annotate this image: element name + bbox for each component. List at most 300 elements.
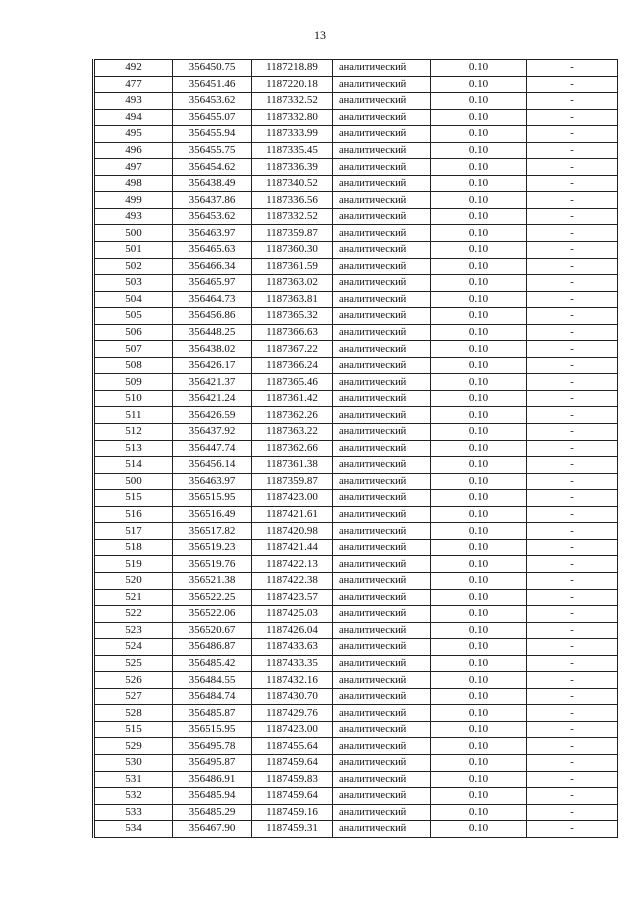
table-row xyxy=(94,324,618,341)
accuracy-cell: 0.10 xyxy=(431,788,527,805)
y-coordinate-cell: 1187333.99 xyxy=(252,126,333,143)
accuracy-cell: 0.10 xyxy=(431,473,527,490)
point-number-cell: 534 xyxy=(94,821,173,838)
accuracy-cell: 0.10 xyxy=(431,655,527,672)
method-cell: аналитический xyxy=(333,589,431,606)
accuracy-cell: 0.10 xyxy=(431,192,527,209)
coordinates-table xyxy=(92,59,618,838)
point-number-cell: 500 xyxy=(94,225,173,242)
y-coordinate-cell: 1187363.02 xyxy=(252,275,333,292)
point-number-cell: 505 xyxy=(94,308,173,325)
note-cell: - xyxy=(527,225,618,242)
point-number-cell: 522 xyxy=(94,606,173,623)
table-row xyxy=(94,688,618,705)
accuracy-cell: 0.10 xyxy=(431,457,527,474)
table-row xyxy=(94,275,618,292)
accuracy-cell: 0.10 xyxy=(431,506,527,523)
note-cell: - xyxy=(527,208,618,225)
table-row xyxy=(94,258,618,275)
x-coordinate-cell: 356522.25 xyxy=(173,589,252,606)
x-coordinate-cell: 356447.74 xyxy=(173,440,252,457)
table-row xyxy=(94,341,618,358)
method-cell: аналитический xyxy=(333,308,431,325)
note-cell: - xyxy=(527,390,618,407)
x-coordinate-cell: 356463.97 xyxy=(173,225,252,242)
method-cell: аналитический xyxy=(333,258,431,275)
accuracy-cell: 0.10 xyxy=(431,275,527,292)
y-coordinate-cell: 1187423.00 xyxy=(252,490,333,507)
point-number-cell: 519 xyxy=(94,556,173,573)
accuracy-cell: 0.10 xyxy=(431,357,527,374)
method-cell: аналитический xyxy=(333,225,431,242)
y-coordinate-cell: 1187426.04 xyxy=(252,622,333,639)
y-coordinate-cell: 1187423.00 xyxy=(252,721,333,738)
point-number-cell: 515 xyxy=(94,721,173,738)
y-coordinate-cell: 1187430.70 xyxy=(252,688,333,705)
point-number-cell: 497 xyxy=(94,159,173,176)
accuracy-cell: 0.10 xyxy=(431,771,527,788)
x-coordinate-cell: 356485.87 xyxy=(173,705,252,722)
method-cell: аналитический xyxy=(333,291,431,308)
x-coordinate-cell: 356453.62 xyxy=(173,93,252,110)
point-number-cell: 521 xyxy=(94,589,173,606)
table-row xyxy=(94,424,618,441)
note-cell: - xyxy=(527,424,618,441)
y-coordinate-cell: 1187459.83 xyxy=(252,771,333,788)
note-cell: - xyxy=(527,589,618,606)
table-row xyxy=(94,738,618,755)
note-cell: - xyxy=(527,109,618,126)
y-coordinate-cell: 1187332.80 xyxy=(252,109,333,126)
method-cell: аналитический xyxy=(333,556,431,573)
point-number-cell: 503 xyxy=(94,275,173,292)
x-coordinate-cell: 356484.74 xyxy=(173,688,252,705)
method-cell: аналитический xyxy=(333,175,431,192)
table-row xyxy=(94,821,618,838)
table-row xyxy=(94,109,618,126)
point-number-cell: 527 xyxy=(94,688,173,705)
x-coordinate-cell: 356484.55 xyxy=(173,672,252,689)
x-coordinate-cell: 356455.75 xyxy=(173,142,252,159)
method-cell: аналитический xyxy=(333,672,431,689)
point-number-cell: 520 xyxy=(94,572,173,589)
table-row xyxy=(94,523,618,540)
accuracy-cell: 0.10 xyxy=(431,308,527,325)
accuracy-cell: 0.10 xyxy=(431,622,527,639)
y-coordinate-cell: 1187340.52 xyxy=(252,175,333,192)
accuracy-cell: 0.10 xyxy=(431,606,527,623)
point-number-cell: 502 xyxy=(94,258,173,275)
note-cell: - xyxy=(527,771,618,788)
table-row xyxy=(94,142,618,159)
y-coordinate-cell: 1187459.64 xyxy=(252,788,333,805)
x-coordinate-cell: 356495.78 xyxy=(173,738,252,755)
page-number: 13 xyxy=(314,28,326,42)
point-number-cell: 532 xyxy=(94,788,173,805)
method-cell: аналитический xyxy=(333,407,431,424)
table-row xyxy=(94,721,618,738)
accuracy-cell: 0.10 xyxy=(431,424,527,441)
y-coordinate-cell: 1187421.61 xyxy=(252,506,333,523)
point-number-cell: 533 xyxy=(94,804,173,821)
accuracy-cell: 0.10 xyxy=(431,688,527,705)
table-row xyxy=(94,539,618,556)
method-cell: аналитический xyxy=(333,390,431,407)
table-row xyxy=(94,242,618,259)
table-row xyxy=(94,192,618,209)
note-cell: - xyxy=(527,242,618,259)
y-coordinate-cell: 1187421.44 xyxy=(252,539,333,556)
x-coordinate-cell: 356519.23 xyxy=(173,539,252,556)
note-cell: - xyxy=(527,76,618,93)
y-coordinate-cell: 1187365.32 xyxy=(252,308,333,325)
note-cell: - xyxy=(527,639,618,656)
table-row xyxy=(94,606,618,623)
method-cell: аналитический xyxy=(333,374,431,391)
note-cell: - xyxy=(527,622,618,639)
accuracy-cell: 0.10 xyxy=(431,721,527,738)
point-number-cell: 517 xyxy=(94,523,173,540)
method-cell: аналитический xyxy=(333,242,431,259)
point-number-cell: 494 xyxy=(94,109,173,126)
table-row xyxy=(94,771,618,788)
y-coordinate-cell: 1187359.87 xyxy=(252,225,333,242)
note-cell: - xyxy=(527,506,618,523)
x-coordinate-cell: 356426.59 xyxy=(173,407,252,424)
note-cell: - xyxy=(527,357,618,374)
point-number-cell: 511 xyxy=(94,407,173,424)
accuracy-cell: 0.10 xyxy=(431,390,527,407)
point-number-cell: 477 xyxy=(94,76,173,93)
x-coordinate-cell: 356485.42 xyxy=(173,655,252,672)
note-cell: - xyxy=(527,523,618,540)
x-coordinate-cell: 356453.62 xyxy=(173,208,252,225)
point-number-cell: 518 xyxy=(94,539,173,556)
table-row xyxy=(94,407,618,424)
accuracy-cell: 0.10 xyxy=(431,572,527,589)
table-row xyxy=(94,390,618,407)
accuracy-cell: 0.10 xyxy=(431,523,527,540)
note-cell: - xyxy=(527,440,618,457)
method-cell: аналитический xyxy=(333,622,431,639)
note-cell: - xyxy=(527,457,618,474)
accuracy-cell: 0.10 xyxy=(431,821,527,838)
method-cell: аналитический xyxy=(333,192,431,209)
method-cell: аналитический xyxy=(333,639,431,656)
method-cell: аналитический xyxy=(333,357,431,374)
y-coordinate-cell: 1187455.64 xyxy=(252,738,333,755)
x-coordinate-cell: 356520.67 xyxy=(173,622,252,639)
method-cell: аналитический xyxy=(333,804,431,821)
point-number-cell: 512 xyxy=(94,424,173,441)
accuracy-cell: 0.10 xyxy=(431,142,527,159)
x-coordinate-cell: 356522.06 xyxy=(173,606,252,623)
point-number-cell: 514 xyxy=(94,457,173,474)
y-coordinate-cell: 1187459.31 xyxy=(252,821,333,838)
table-row xyxy=(94,291,618,308)
table-row xyxy=(94,490,618,507)
note-cell: - xyxy=(527,407,618,424)
method-cell: аналитический xyxy=(333,76,431,93)
y-coordinate-cell: 1187429.76 xyxy=(252,705,333,722)
method-cell: аналитический xyxy=(333,606,431,623)
table-row xyxy=(94,457,618,474)
note-cell: - xyxy=(527,192,618,209)
method-cell: аналитический xyxy=(333,539,431,556)
x-coordinate-cell: 356466.34 xyxy=(173,258,252,275)
note-cell: - xyxy=(527,788,618,805)
note-cell: - xyxy=(527,721,618,738)
method-cell: аналитический xyxy=(333,705,431,722)
note-cell: - xyxy=(527,341,618,358)
y-coordinate-cell: 1187332.52 xyxy=(252,208,333,225)
accuracy-cell: 0.10 xyxy=(431,159,527,176)
x-coordinate-cell: 356450.75 xyxy=(173,60,252,77)
point-number-cell: 531 xyxy=(94,771,173,788)
point-number-cell: 493 xyxy=(94,93,173,110)
y-coordinate-cell: 1187332.52 xyxy=(252,93,333,110)
method-cell: аналитический xyxy=(333,821,431,838)
table-row xyxy=(94,788,618,805)
point-number-cell: 509 xyxy=(94,374,173,391)
y-coordinate-cell: 1187366.24 xyxy=(252,357,333,374)
note-cell: - xyxy=(527,821,618,838)
note-cell: - xyxy=(527,606,618,623)
point-number-cell: 528 xyxy=(94,705,173,722)
method-cell: аналитический xyxy=(333,490,431,507)
accuracy-cell: 0.10 xyxy=(431,324,527,341)
point-number-cell: 525 xyxy=(94,655,173,672)
note-cell: - xyxy=(527,275,618,292)
x-coordinate-cell: 356421.24 xyxy=(173,390,252,407)
table-row xyxy=(94,754,618,771)
accuracy-cell: 0.10 xyxy=(431,589,527,606)
x-coordinate-cell: 356521.38 xyxy=(173,572,252,589)
method-cell: аналитический xyxy=(333,142,431,159)
method-cell: аналитический xyxy=(333,754,431,771)
y-coordinate-cell: 1187336.39 xyxy=(252,159,333,176)
x-coordinate-cell: 356515.95 xyxy=(173,721,252,738)
accuracy-cell: 0.10 xyxy=(431,639,527,656)
y-coordinate-cell: 1187459.64 xyxy=(252,754,333,771)
note-cell: - xyxy=(527,655,618,672)
x-coordinate-cell: 356519.76 xyxy=(173,556,252,573)
note-cell: - xyxy=(527,159,618,176)
y-coordinate-cell: 1187423.57 xyxy=(252,589,333,606)
note-cell: - xyxy=(527,556,618,573)
point-number-cell: 501 xyxy=(94,242,173,259)
table-row xyxy=(94,672,618,689)
method-cell: аналитический xyxy=(333,771,431,788)
y-coordinate-cell: 1187433.63 xyxy=(252,639,333,656)
accuracy-cell: 0.10 xyxy=(431,705,527,722)
method-cell: аналитический xyxy=(333,440,431,457)
accuracy-cell: 0.10 xyxy=(431,60,527,77)
point-number-cell: 515 xyxy=(94,490,173,507)
method-cell: аналитический xyxy=(333,688,431,705)
note-cell: - xyxy=(527,374,618,391)
table-row xyxy=(94,556,618,573)
table-row xyxy=(94,126,618,143)
y-coordinate-cell: 1187335.45 xyxy=(252,142,333,159)
y-coordinate-cell: 1187218.89 xyxy=(252,60,333,77)
note-cell: - xyxy=(527,804,618,821)
x-coordinate-cell: 356495.87 xyxy=(173,754,252,771)
note-cell: - xyxy=(527,324,618,341)
y-coordinate-cell: 1187363.81 xyxy=(252,291,333,308)
x-coordinate-cell: 356437.86 xyxy=(173,192,252,209)
method-cell: аналитический xyxy=(333,738,431,755)
accuracy-cell: 0.10 xyxy=(431,556,527,573)
x-coordinate-cell: 356485.94 xyxy=(173,788,252,805)
note-cell: - xyxy=(527,490,618,507)
method-cell: аналитический xyxy=(333,721,431,738)
y-coordinate-cell: 1187359.87 xyxy=(252,473,333,490)
method-cell: аналитический xyxy=(333,93,431,110)
point-number-cell: 530 xyxy=(94,754,173,771)
x-coordinate-cell: 356426.17 xyxy=(173,357,252,374)
note-cell: - xyxy=(527,126,618,143)
accuracy-cell: 0.10 xyxy=(431,225,527,242)
x-coordinate-cell: 356486.91 xyxy=(173,771,252,788)
method-cell: аналитический xyxy=(333,341,431,358)
table-row xyxy=(94,159,618,176)
x-coordinate-cell: 356465.63 xyxy=(173,242,252,259)
point-number-cell: 507 xyxy=(94,341,173,358)
point-number-cell: 526 xyxy=(94,672,173,689)
y-coordinate-cell: 1187425.03 xyxy=(252,606,333,623)
accuracy-cell: 0.10 xyxy=(431,539,527,556)
y-coordinate-cell: 1187432.16 xyxy=(252,672,333,689)
coordinates-table-body xyxy=(94,60,618,838)
method-cell: аналитический xyxy=(333,788,431,805)
note-cell: - xyxy=(527,672,618,689)
method-cell: аналитический xyxy=(333,655,431,672)
point-number-cell: 498 xyxy=(94,175,173,192)
accuracy-cell: 0.10 xyxy=(431,109,527,126)
table-row xyxy=(94,76,618,93)
table-row xyxy=(94,639,618,656)
accuracy-cell: 0.10 xyxy=(431,490,527,507)
point-number-cell: 496 xyxy=(94,142,173,159)
method-cell: аналитический xyxy=(333,572,431,589)
y-coordinate-cell: 1187420.98 xyxy=(252,523,333,540)
note-cell: - xyxy=(527,175,618,192)
table-row xyxy=(94,804,618,821)
table-row xyxy=(94,622,618,639)
note-cell: - xyxy=(527,705,618,722)
accuracy-cell: 0.10 xyxy=(431,208,527,225)
method-cell: аналитический xyxy=(333,109,431,126)
x-coordinate-cell: 356421.37 xyxy=(173,374,252,391)
y-coordinate-cell: 1187422.13 xyxy=(252,556,333,573)
note-cell: - xyxy=(527,258,618,275)
accuracy-cell: 0.10 xyxy=(431,672,527,689)
table-row xyxy=(94,440,618,457)
point-number-cell: 529 xyxy=(94,738,173,755)
table-row xyxy=(94,655,618,672)
note-cell: - xyxy=(527,539,618,556)
point-number-cell: 524 xyxy=(94,639,173,656)
table-row xyxy=(94,175,618,192)
y-coordinate-cell: 1187362.66 xyxy=(252,440,333,457)
point-number-cell: 516 xyxy=(94,506,173,523)
table-row xyxy=(94,93,618,110)
x-coordinate-cell: 356448.25 xyxy=(173,324,252,341)
accuracy-cell: 0.10 xyxy=(431,258,527,275)
accuracy-cell: 0.10 xyxy=(431,93,527,110)
x-coordinate-cell: 356463.97 xyxy=(173,473,252,490)
table-row xyxy=(94,374,618,391)
table-row xyxy=(94,506,618,523)
accuracy-cell: 0.10 xyxy=(431,754,527,771)
point-number-cell: 504 xyxy=(94,291,173,308)
note-cell: - xyxy=(527,738,618,755)
x-coordinate-cell: 356515.95 xyxy=(173,490,252,507)
point-number-cell: 493 xyxy=(94,208,173,225)
coordinates-table-container xyxy=(92,59,616,838)
table-row xyxy=(94,308,618,325)
note-cell: - xyxy=(527,473,618,490)
method-cell: аналитический xyxy=(333,60,431,77)
method-cell: аналитический xyxy=(333,324,431,341)
accuracy-cell: 0.10 xyxy=(431,341,527,358)
point-number-cell: 506 xyxy=(94,324,173,341)
y-coordinate-cell: 1187366.63 xyxy=(252,324,333,341)
y-coordinate-cell: 1187220.18 xyxy=(252,76,333,93)
y-coordinate-cell: 1187362.26 xyxy=(252,407,333,424)
accuracy-cell: 0.10 xyxy=(431,242,527,259)
x-coordinate-cell: 356438.02 xyxy=(173,341,252,358)
note-cell: - xyxy=(527,308,618,325)
x-coordinate-cell: 356455.94 xyxy=(173,126,252,143)
method-cell: аналитический xyxy=(333,424,431,441)
note-cell: - xyxy=(527,291,618,308)
note-cell: - xyxy=(527,142,618,159)
method-cell: аналитический xyxy=(333,275,431,292)
x-coordinate-cell: 356464.73 xyxy=(173,291,252,308)
x-coordinate-cell: 356516.49 xyxy=(173,506,252,523)
method-cell: аналитический xyxy=(333,159,431,176)
accuracy-cell: 0.10 xyxy=(431,804,527,821)
y-coordinate-cell: 1187422.38 xyxy=(252,572,333,589)
method-cell: аналитический xyxy=(333,208,431,225)
accuracy-cell: 0.10 xyxy=(431,291,527,308)
x-coordinate-cell: 356486.87 xyxy=(173,639,252,656)
note-cell: - xyxy=(527,688,618,705)
y-coordinate-cell: 1187361.42 xyxy=(252,390,333,407)
table-row xyxy=(94,589,618,606)
y-coordinate-cell: 1187433.35 xyxy=(252,655,333,672)
y-coordinate-cell: 1187361.38 xyxy=(252,457,333,474)
y-coordinate-cell: 1187459.16 xyxy=(252,804,333,821)
note-cell: - xyxy=(527,93,618,110)
y-coordinate-cell: 1187365.46 xyxy=(252,374,333,391)
point-number-cell: 510 xyxy=(94,390,173,407)
table-row xyxy=(94,473,618,490)
x-coordinate-cell: 356517.82 xyxy=(173,523,252,540)
method-cell: аналитический xyxy=(333,523,431,540)
accuracy-cell: 0.10 xyxy=(431,374,527,391)
x-coordinate-cell: 356451.46 xyxy=(173,76,252,93)
accuracy-cell: 0.10 xyxy=(431,175,527,192)
table-row xyxy=(94,225,618,242)
method-cell: аналитический xyxy=(333,126,431,143)
y-coordinate-cell: 1187336.56 xyxy=(252,192,333,209)
point-number-cell: 500 xyxy=(94,473,173,490)
accuracy-cell: 0.10 xyxy=(431,738,527,755)
method-cell: аналитический xyxy=(333,473,431,490)
